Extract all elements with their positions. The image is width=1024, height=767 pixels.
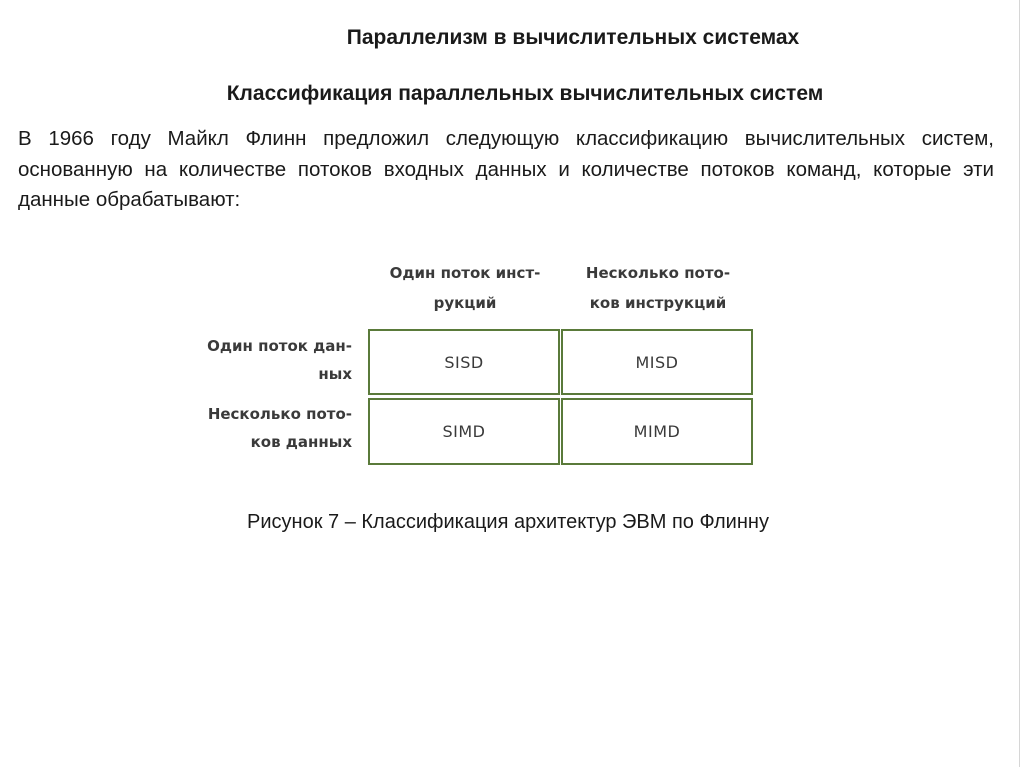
column-header-multiple-instruction <box>562 258 754 318</box>
column-header-line: Несколько пото- <box>585 264 731 282</box>
row-header-line: Несколько пото- <box>207 405 352 423</box>
row-header-line: ков данных <box>250 433 352 451</box>
cell-misd: MISD <box>561 329 753 395</box>
flynn-taxonomy-figure <box>180 258 770 468</box>
slide-title: Параллелизм в вычислительных системах <box>346 26 800 49</box>
cell-mimd: MIMD <box>561 398 753 465</box>
row-header-multiple-data <box>172 400 352 456</box>
body-paragraph: В 1966 году Майкл Флинн предложил следующую классификацию вычислительных систем, основанную на количестве потоков входных данных и количестве потоков команд, которые эти данные обрабатывают: <box>18 127 994 211</box>
cell-sisd: SISD <box>368 329 560 395</box>
slide-subtitle: Классификация параллельных вычислительных систем <box>226 82 824 105</box>
row-header-single-data <box>172 332 352 388</box>
cell-simd: SIMD <box>368 398 560 465</box>
column-header-line: ков инструкций <box>589 294 727 312</box>
column-header-single-instruction <box>370 258 560 318</box>
row-header-line: ных <box>318 365 352 383</box>
row-header-line: Один поток дан- <box>207 337 352 355</box>
figure-caption: Рисунок 7 – Классификация архитектур ЭВМ по Флинну <box>247 511 769 533</box>
column-header-line: Один поток инст- <box>389 264 541 282</box>
column-header-line: рукций <box>433 294 497 312</box>
